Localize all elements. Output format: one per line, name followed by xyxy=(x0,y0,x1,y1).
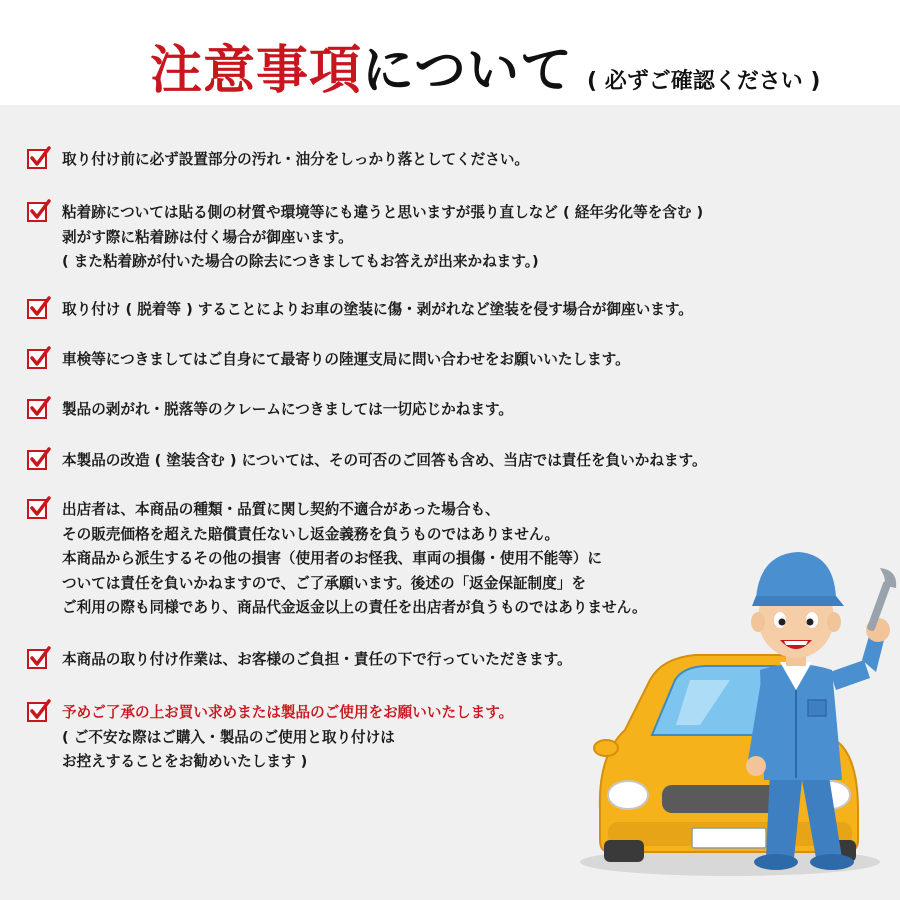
header xyxy=(0,0,900,105)
checkbox-checked-icon xyxy=(26,198,52,224)
mechanic-with-wrench-illustration xyxy=(746,552,896,870)
checkbox-checked-icon xyxy=(26,698,52,724)
notice-text: 取り付け前に必ず設置部分の汚れ・油分をしっかり落としてください。 xyxy=(62,151,530,168)
title-highlight: 注意事項 xyxy=(150,41,363,101)
notice-text: 剥がす際に粘着跡は付く場合が御座います。 xyxy=(62,228,353,246)
notice-text: 製品の剥がれ・脱落等のクレームにつきましては一切応じかねます。 xyxy=(62,401,513,418)
checkbox-checked-icon xyxy=(26,145,52,171)
checkbox-checked-icon xyxy=(26,495,52,521)
notice-text: 本製品の改造 ( 塗装含む ) については、その可否のご回答も含め、当店では責任を負いかねます。 xyxy=(62,452,707,469)
page-title xyxy=(150,28,821,101)
checkbox-checked-icon xyxy=(26,295,52,321)
notice-text: その販売価格を超えた賠償責任ないし返金義務を負うものではありません。 xyxy=(62,525,560,543)
notice-text: 車検等につきましてはご自身にて最寄りの陸運支局に問い合わせをお願いいたします。 xyxy=(62,351,630,368)
notice-text: 本商品の取り付け作業は、お客様のご負担・責任の下で行っていただきます。 xyxy=(62,651,572,668)
checkbox-checked-icon xyxy=(26,645,52,671)
checkbox-checked-icon xyxy=(26,446,52,472)
notice-text: 出店者は、本商品の種類・品質に関し契約不適合があった場合も、 xyxy=(62,501,500,518)
notice-text: お控えすることをお勧めいたします ) xyxy=(62,753,308,770)
title-subtitle: ( 必ずご確認ください ) xyxy=(586,69,821,94)
notice-text: 本商品から派生するその他の損害（使用者のお怪我、車両の損傷・使用不能等）に xyxy=(62,550,602,567)
notice-text: ( また粘着跡が付いた場合の除去につきましてもお答えが出来かねます。) xyxy=(62,253,539,270)
notice-text: 取り付け ( 脱着等 ) することによりお車の塗装に傷・剥がれなど塗装を侵す場合が御座います。 xyxy=(62,301,693,318)
notice-text: ついては責任を負いかねますので、ご了承願います。後述の「返金保証制度」を xyxy=(62,574,586,592)
notice-text: 粘着跡については貼る側の材質や環境等にも違うと思いますが張り直しなど ( 経年劣化等を含む ) xyxy=(62,204,704,221)
title-rest: について xyxy=(362,41,573,101)
notice-text-highlight: 予めご了承の上お買い求めまたは製品のご使用をお願いいたします。 xyxy=(62,704,514,721)
notice-text: ( ご不安な際はご購入・製品のご使用と取り付けは xyxy=(62,728,395,746)
checkbox-checked-icon xyxy=(26,395,52,421)
notice-text: ご利用の際も同様であり、商品代金返金以上の責任を出店者が負うものではありません。 xyxy=(62,599,647,616)
checkbox-checked-icon xyxy=(26,345,52,371)
